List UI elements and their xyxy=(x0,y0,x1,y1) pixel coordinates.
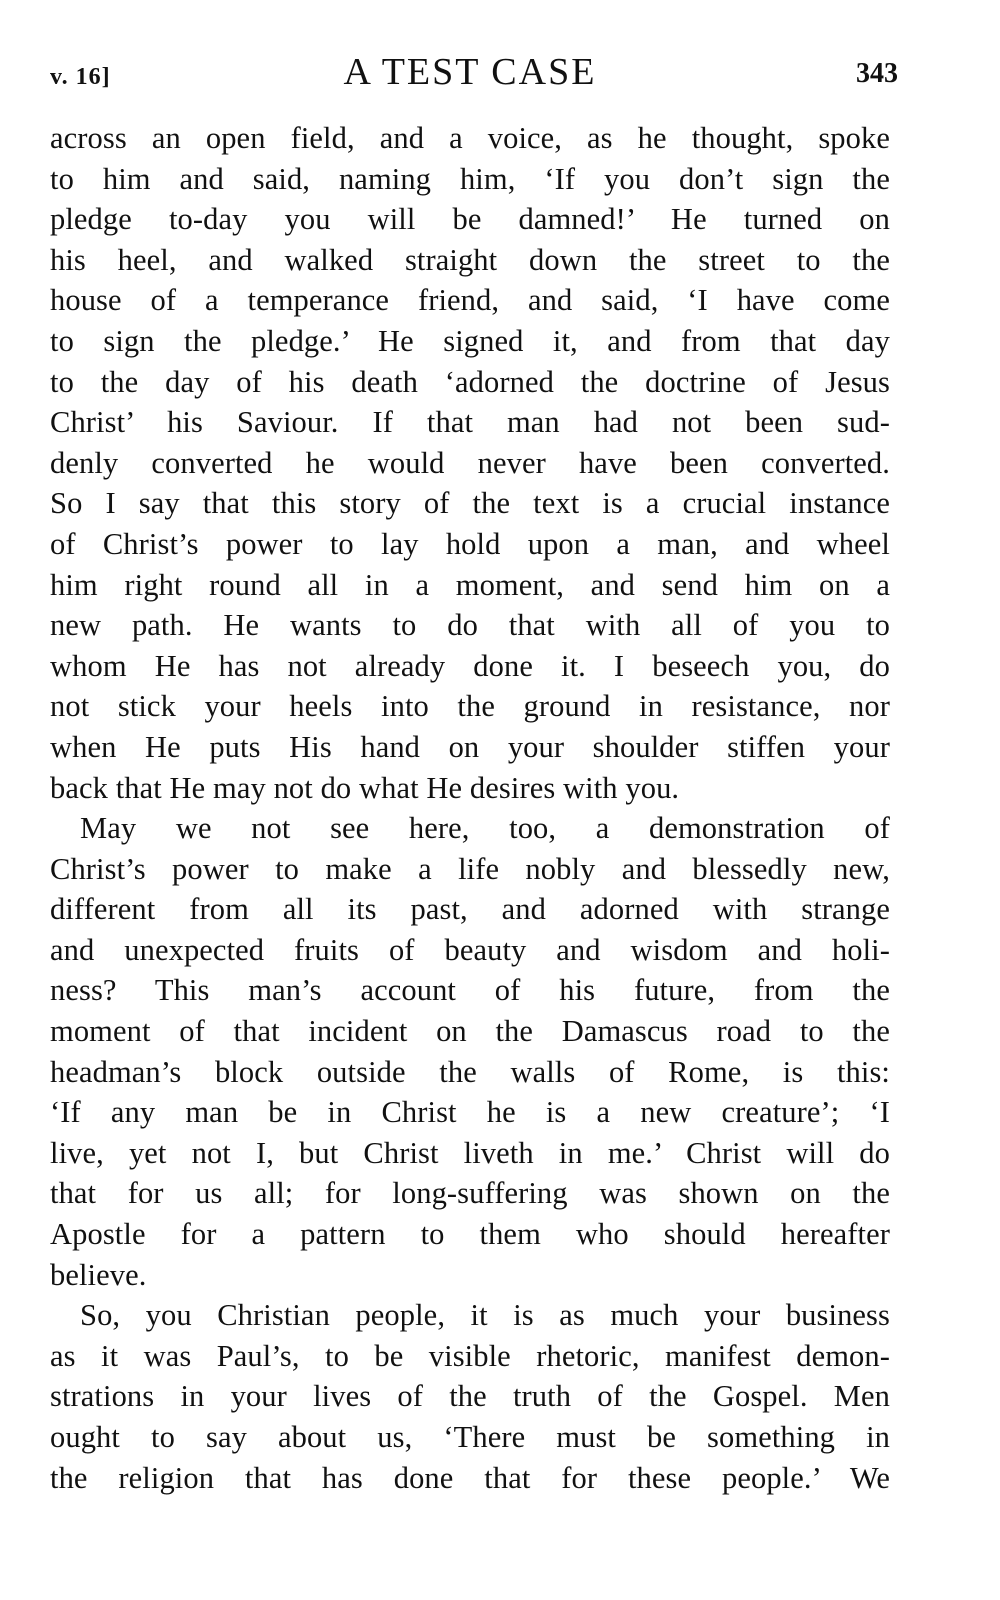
text-line: whom He has not already done it. I beseech you, do xyxy=(50,648,890,683)
text-line: live, yet not I, but Christ liveth in me.’ Christ will do xyxy=(50,1135,890,1170)
text-line: different from all its past, and adorned with strange xyxy=(50,892,890,927)
text-line: May we not see here, too, a demonstration of xyxy=(80,811,890,846)
text-line: to sign the pledge.’ He signed it, and from that day xyxy=(50,323,890,358)
text-line: ness? This man’s account of his future, from the xyxy=(50,973,890,1008)
text-line: house of a temperance friend, and said, ‘I have come xyxy=(50,283,890,318)
text-line: his heel, and walked straight down the street to the xyxy=(50,242,890,277)
text-line: So I say that this story of the text is a crucial instance xyxy=(50,486,890,521)
text-line: denly converted he would never have been converted. xyxy=(50,445,890,480)
running-head xyxy=(50,44,898,96)
text-line: believe. xyxy=(50,1257,147,1292)
text-line: of Christ’s power to lay hold upon a man, and wheel xyxy=(50,526,890,561)
text-line: back that He may not do what He desires with you. xyxy=(50,770,680,805)
text-line: Apostle for a pattern to them who should hereafter xyxy=(50,1217,890,1252)
text-line: headman’s block outside the walls of Rome, is this: xyxy=(50,1054,890,1089)
text-line: Christ’ his Saviour. If that man had not been sud- xyxy=(50,405,890,440)
text-line: to him and said, naming him, ‘If you don’t sign the xyxy=(50,161,890,196)
paragraph-3 xyxy=(50,1295,890,1498)
text-line: the religion that has done that for these people.’ We xyxy=(50,1460,890,1495)
text-line: to the day of his death ‘adorned the doctrine of Jesus xyxy=(50,364,890,399)
text-line: ‘If any man be in Christ he is a new creature’; ‘I xyxy=(50,1095,890,1130)
body-text xyxy=(50,118,890,1498)
text-line: him right round all in a moment, and send him on a xyxy=(50,567,890,602)
text-line: ought to say about us, ‘There must be something in xyxy=(50,1420,890,1454)
text-line: pledge to-day you will be damned!’ He turned on xyxy=(50,202,890,237)
text-line: that for us all; for long-suffering was shown on the xyxy=(50,1176,890,1211)
text-line: when He puts His hand on your shoulder stiffen your xyxy=(50,729,890,764)
page-title: A TEST CASE xyxy=(343,51,597,93)
text-line: not stick your heels into the ground in resistance, nor xyxy=(50,689,890,724)
text-line: and unexpected fruits of beauty and wisdom and holi- xyxy=(50,932,890,967)
text-line: new path. He wants to do that with all of you to xyxy=(50,608,890,643)
text-line: as it was Paul’s, to be visible rhetoric, manifest demon- xyxy=(50,1338,890,1373)
paragraph-2 xyxy=(50,808,890,1295)
text-line: across an open field, and a voice, as he thought, spoke xyxy=(50,121,890,155)
page-number: 343 xyxy=(856,58,898,89)
text-line: So, you Christian people, it is as much your business xyxy=(80,1298,890,1333)
text-line: Christ’s power to make a life nobly and blessedly new, xyxy=(50,851,890,886)
verse-reference: v. 16] xyxy=(50,64,111,90)
book-page xyxy=(50,44,898,1498)
text-line: strations in your lives of the truth of the Gospel. Men xyxy=(50,1379,890,1414)
text-line: moment of that incident on the Damascus road to the xyxy=(50,1014,890,1049)
paragraph-1 xyxy=(50,118,890,808)
